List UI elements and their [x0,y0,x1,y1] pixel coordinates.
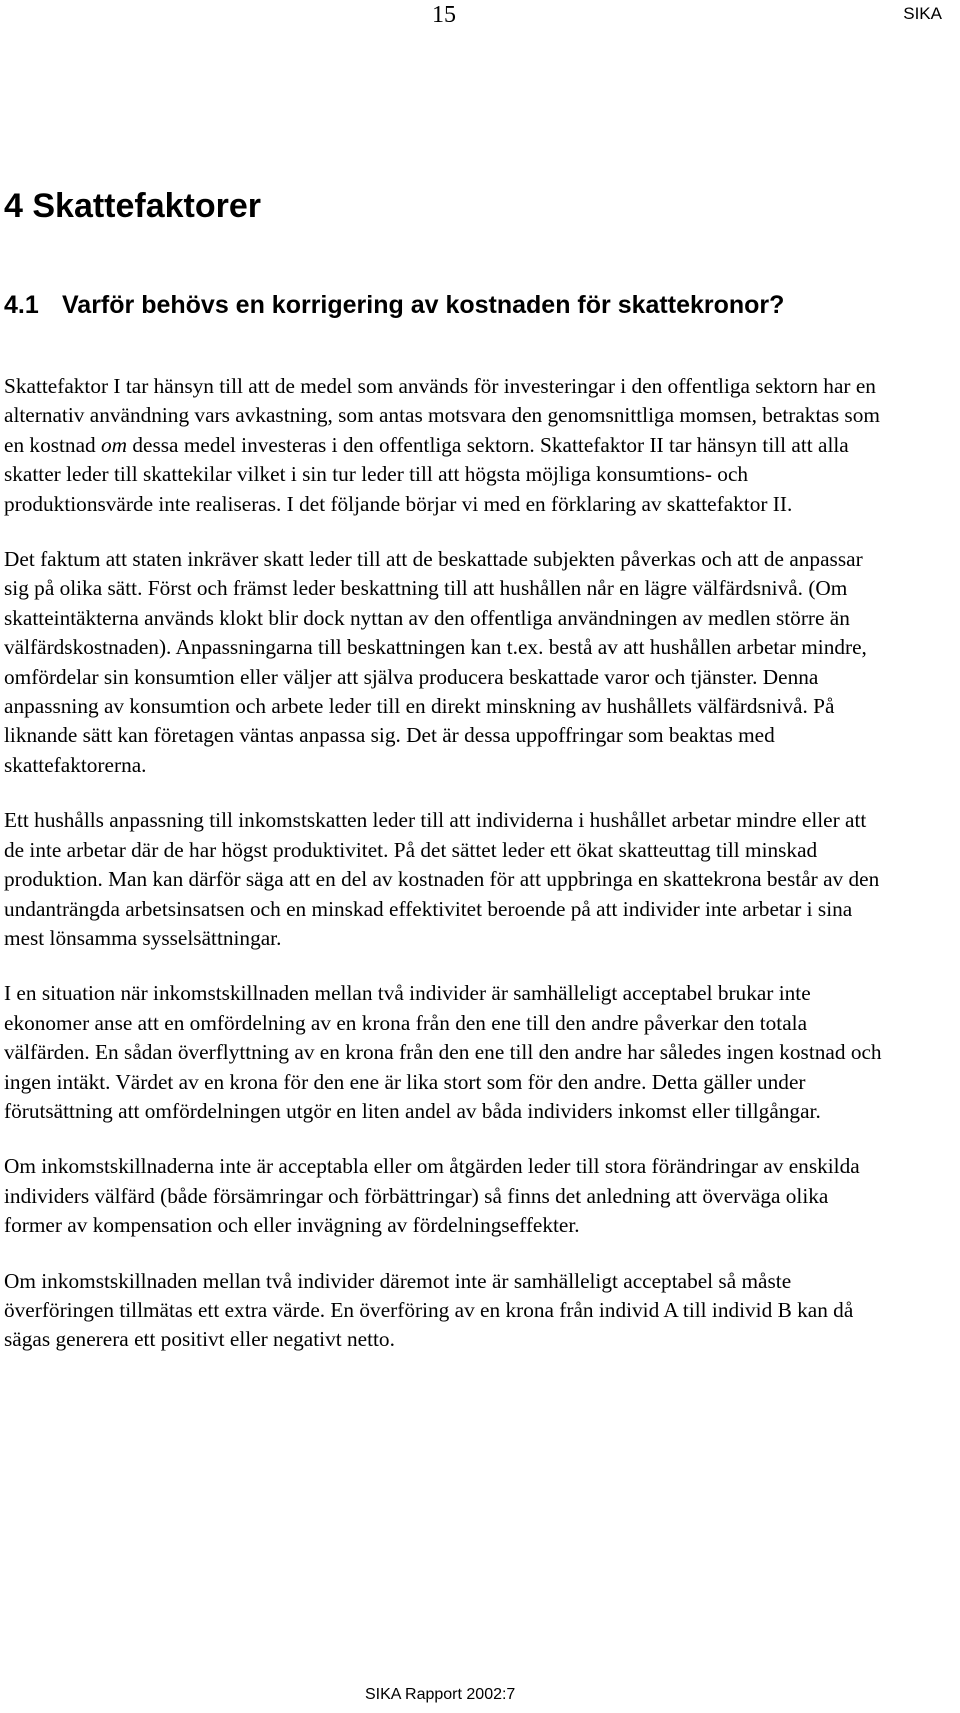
body-text [4,372,888,1381]
running-head: SIKA [903,4,942,23]
section-number: 4.1 [4,291,39,319]
section-heading [4,288,904,323]
paragraph-1-part-1: Skattefaktor I tar hänsyn till att de medel som används för investeringar i den offentliga sektorn har en alternativ användning vars avkastning, som antas motsvara den genomsnittliga momsen, betraktas som en kostnad [4,374,880,457]
footer: SIKA Rapport 2002:7 [365,1686,516,1703]
paragraph-6: Om inkomstskillnaden mellan två individer däremot inte är samhälleligt acceptabel så måste överföringen tillmätas ett extra värde. En överföring av en krona från individ A till individ B kan då sägas generera ett positivt eller negativt netto. [4,1268,854,1352]
section-title: Varför behövs en korrigering av kostnaden för skattekronor? [62,291,785,319]
paragraph-3: Ett hushålls anpassning till inkomstskatten leder till att individerna i hushållet arbetar mindre eller att de inte arbetar där de har högst produktivitet. På det sättet leder ett ökat skatteuttag till minskad produktion. Man kan därför säga att en del av kostnaden för att uppbringa en skattekrona består av den undanträngda arbetsinsatsen och en minskad effektivitet beroende på att individer inte arbetar i sina mest lönsamma sysselsättningar. [4,808,880,950]
paragraph-5: Om inkomstskillnaderna inte är acceptabla eller om åtgärden leder till stora förändringar av enskilda individers välfärd (både försämringar och förbättringar) så finns det anledning att överväga olika former av kompensation och eller invägning av fördelningseffekter. [4,1154,860,1238]
chapter-title: 4 Skattefaktorer [4,187,262,225]
paragraph-2: Det faktum att staten inkräver skatt leder till att de beskattade subjekten påverkas och att de anpassar sig på olika sätt. Först och främst leder beskattning till att hushållen når en lägre välfärdsnivå. (Om skatteintäkterna används klokt blir dock nyttan av den offentliga användningen av medlen större än välfärdskostnaden). Anpassningarna till beskattningen kan t.ex. bestå av att hushållen arbetar mindre, omfördelar sin konsumtion eller väljer att själva producera beskattade varor och tjänster. Denna anpassning av konsumtion och arbete leder till en direkt minskning av hushållets välfärdsnivå. På liknande sätt kan företagen väntas anpassa sig. Det är dessa uppoffringar som beaktas med skattefaktorerna. [4,547,867,777]
page-number: 15 [432,2,456,28]
paragraph-1 [4,372,888,519]
paragraph-1-part-2: dessa medel investeras i den offentliga sektorn. Skattefaktor II tar hänsyn till att alla skatter leder till skattekilar vilket i sin tur leder till att högsta möjliga konsumtions- och produktionsvärde inte realiseras. I det följande börjar vi med en förklaring av skattefaktor II. [4,432,849,516]
emphasis-om: om [101,432,128,457]
paragraph-4: I en situation när inkomstskillnaden mellan två individer är samhälleligt acceptabel brukar inte ekonomer anse att en omfördelning av en krona från den ene till den andre påverkar den totala välfärden. En sådan överflyttning av en krona från den ene till den andre har således ingen kostnad och ingen intäkt. Värdet av en krona för den ene är lika stort som för den andre. Detta gäller under förutsättning att omfördelningen utgör en liten andel av båda individers inkomst eller tillgångar. [4,981,882,1123]
